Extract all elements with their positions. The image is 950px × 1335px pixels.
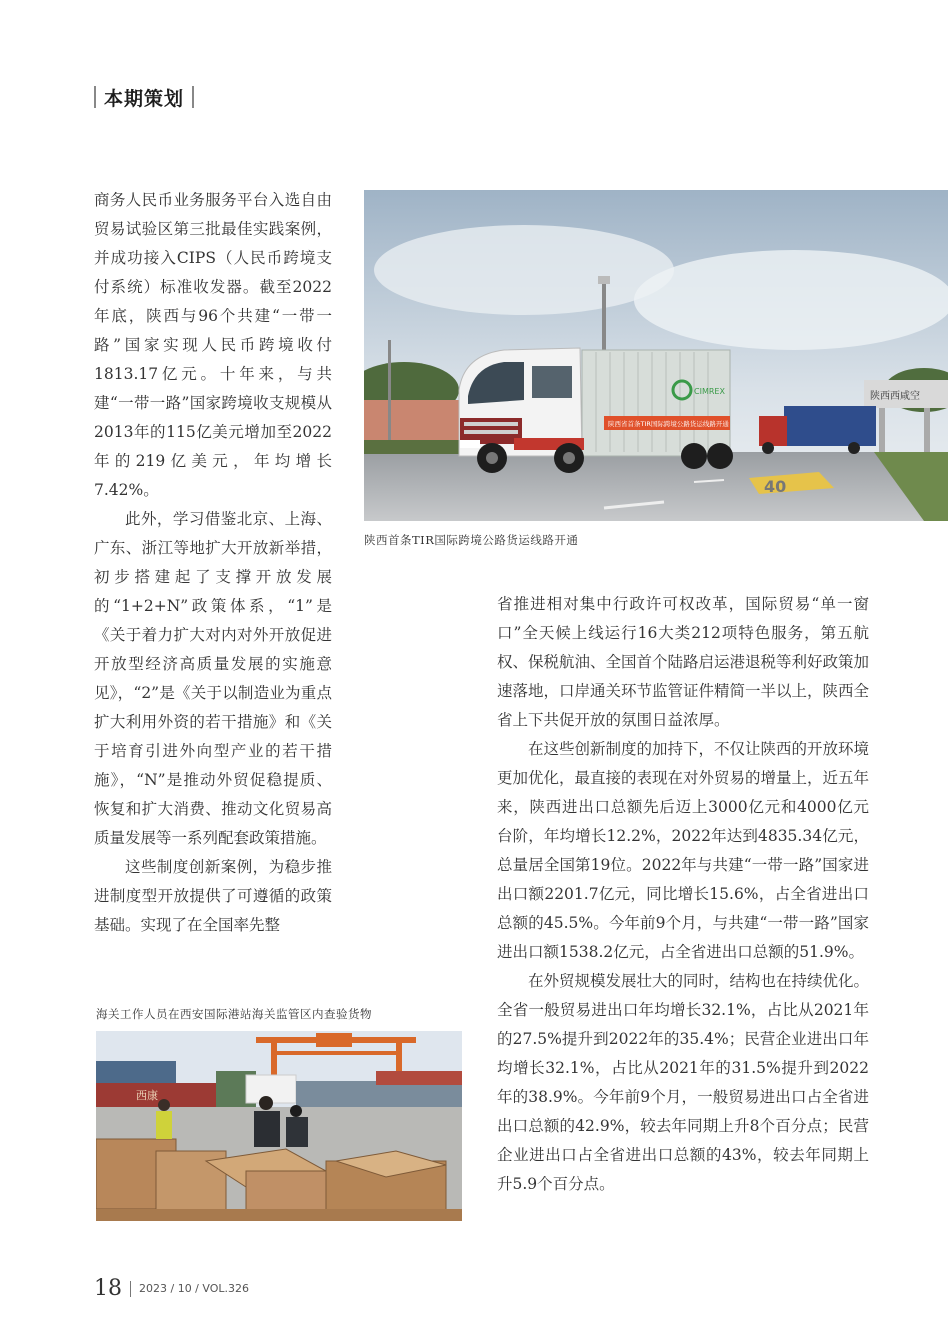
- left-paragraph-1: 商务人民币业务服务平台入选自由贸易试验区第三批最佳实践案例，并成功接入CIPS（人民币跨境支付系统）标准收发器。截至2022年底，陕西与96个共建“一带一路”国家实现人民币跨境收付1813.17亿元。十年来，与共建“一带一路”国家跨境收支规模从2013年的115亿美元增加至2022年的219亿美元，年均增长7.42%。: [94, 191, 332, 499]
- gate-sign: 陕西西咸空: [870, 391, 920, 402]
- page-number: 18: [94, 1276, 122, 1301]
- right-paragraph-2: 在这些创新制度的加持下，不仅让陕西的开放环境更加优化，最直接的表现在对外贸易的增量上，近五年来，陕西进出口总额先后迈上3000亿元和4000亿元台阶，年均增长12.2%，2022年达到4835.34亿元，总量居全国第19位。2022年与共建“一带一路”国家进出口额2201.7亿元，同比增长15.6%，占全省进出口总额的45.5%。今年前9个月，与共建“一带一路”国家进出口额1538.2亿元，占全省进出口总额的51.9%。: [497, 740, 870, 961]
- left-paragraph-2: 此外，学习借鉴北京、上海、广东、浙江等地扩大开放新举措，初步搭建起了支撑开放发展的“1+2+N”政策体系，“1”是《关于着力扩大对内对外开放促进开放型经济高质量发展的实施意见》，“2”是《关于以制造业为重点扩大利用外资的若干措施》和《关于培育引进外向型产业的若干措施》，“N”是推动外贸促稳提质、恢复和扩大消费、推动文化贸易高质量发展等一系列配套政策措施。: [94, 510, 332, 847]
- truck-photo: [364, 190, 948, 521]
- customs-photo: [96, 1031, 462, 1221]
- right-paragraph-1: 省推进相对集中行政许可权改革，国际贸易“单一窗口”全天候上线运行16大类212项特色服务，第五航权、保税航油、全国首个陆路启运港退税等利好政策加速落地，口岸通关环节监管证件精简一半以上，陕西全省上下共促开放的氛围日益浓厚。: [497, 595, 870, 729]
- header-right-rule: [192, 86, 194, 108]
- wall: [364, 400, 474, 440]
- footer-divider: [130, 1281, 131, 1297]
- section-header: [94, 84, 194, 110]
- road-marking-text: 40: [764, 477, 787, 496]
- left-text-column: [94, 186, 332, 940]
- left-paragraph-3: 这些制度创新案例，为稳步推进制度型开放提供了可遵循的政策基础。实现了在全国率先整: [94, 858, 332, 934]
- truck-photo-illustration: [364, 190, 948, 521]
- truck-photo-caption: 陕西首条TIR国际跨境公路货运线路开通: [364, 533, 579, 547]
- container-logo: CIMREX: [694, 387, 725, 396]
- road: [364, 452, 948, 521]
- customs-photo-illustration: [96, 1031, 462, 1221]
- section-title: 本期策划: [104, 87, 185, 110]
- customs-photo-caption: 海关工作人员在西安国际港站海关监管区内查验货物: [96, 1007, 372, 1021]
- page-footer: [94, 1276, 249, 1301]
- issue-info: 2023 / 10 / VOL.326: [139, 1282, 249, 1295]
- right-text-column: [497, 590, 869, 1199]
- container-banner-text: 陕西省首条TIR国际跨境公路货运线路开通: [608, 420, 729, 428]
- header-left-rule: [94, 86, 96, 108]
- right-paragraph-3: 在外贸规模发展壮大的同时，结构也在持续优化。全省一般贸易进出口年均增长32.1%，占比从2021年的27.5%提升到2022年的35.4%；民营企业进出口年均增长32.1%，占比从2021年的31.5%提升到2022年的38.9%。今年前9个月，一般贸易进出口占全省进出口总额的42.9%，较去年同期上升8个百分点；民营企业进出口占全省进出口总额的43%，较去年同期上升5.9个百分点。: [497, 972, 870, 1193]
- second-truck-container: [784, 406, 876, 446]
- container-text: 西康: [136, 1089, 158, 1102]
